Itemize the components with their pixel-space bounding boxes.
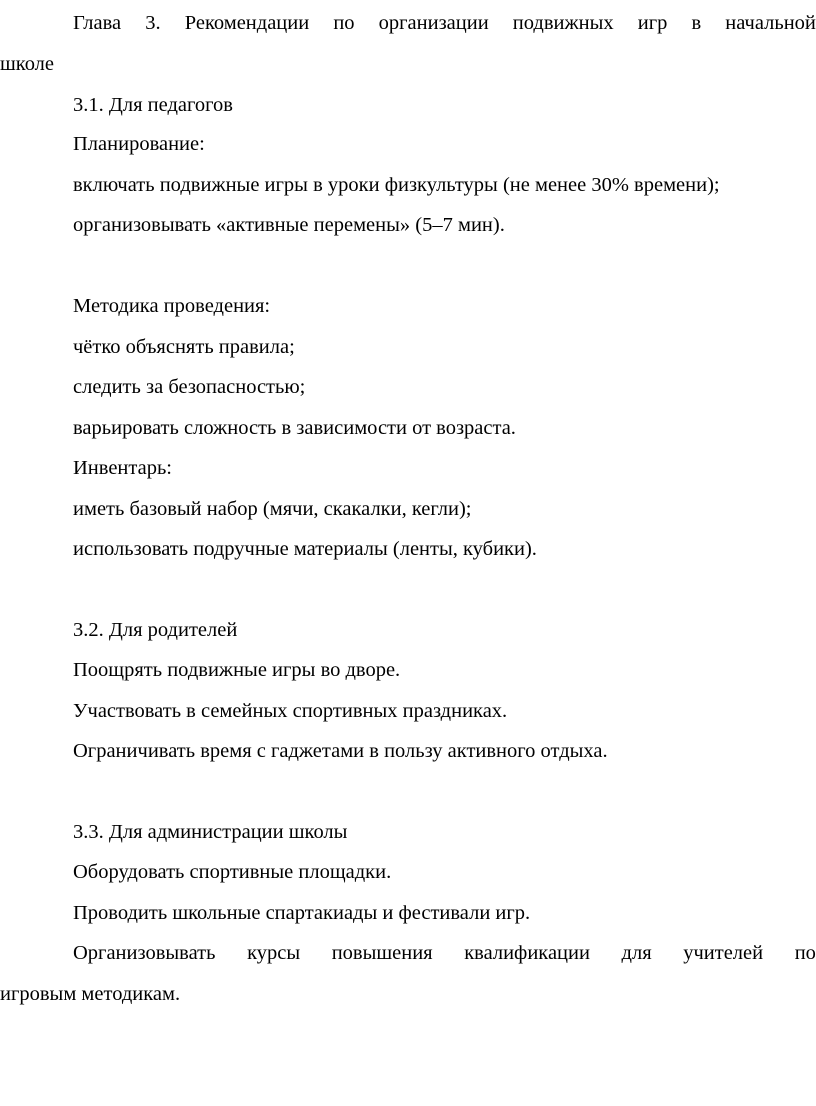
justified-word: для xyxy=(621,942,652,964)
administration-item-last xyxy=(73,933,816,974)
justified-word: подвижных xyxy=(512,12,614,34)
justified-word: организации xyxy=(378,12,489,34)
justified-word: по xyxy=(794,942,816,964)
justified-word: квалификации xyxy=(464,942,590,964)
planning-item: организовывать «активные перемены» (5–7 мин). xyxy=(73,214,505,236)
inventory-item: иметь базовый набор (мячи, скакалки, кегли); xyxy=(73,498,472,520)
parents-item: Ограничивать время с гаджетами в пользу активного отдыха. xyxy=(73,740,608,762)
justified-word: начальной xyxy=(725,12,816,34)
justified-word: Глава xyxy=(73,12,122,34)
justified-word: игр xyxy=(637,12,668,34)
justified-word: учителей xyxy=(683,942,764,964)
planning-item: включать подвижные игры в уроки физкультуры (не менее 30% времени); xyxy=(73,174,720,196)
parents-item: Участвовать в семейных спортивных праздниках. xyxy=(73,700,508,722)
justified-word: курсы xyxy=(247,942,301,964)
chapter-title xyxy=(73,3,816,44)
inventory-item: использовать подручные материалы (ленты, кубики). xyxy=(73,538,537,560)
planning-label: Планирование: xyxy=(73,133,205,155)
method-item: следить за безопасностью; xyxy=(73,376,306,398)
administration-item: Оборудовать спортивные площадки. xyxy=(73,861,392,883)
administration-item: Проводить школьные спартакиады и фестивали игр. xyxy=(73,902,531,924)
section-1-heading: 3.1. Для педагогов xyxy=(73,94,233,116)
inventory-label: Инвентарь: xyxy=(73,457,173,479)
justified-word: по xyxy=(333,12,355,34)
administration-item-last-continuation: игровым методикам. xyxy=(0,983,181,1005)
method-item: варьировать сложность в зависимости от возраста. xyxy=(73,417,516,439)
method-label: Методика проведения: xyxy=(73,295,271,317)
parents-item: Поощрять подвижные игры во дворе. xyxy=(73,659,401,681)
justified-word: Организовывать xyxy=(73,942,216,964)
justified-word: Рекомендации xyxy=(184,12,310,34)
section-2-heading: 3.2. Для родителей xyxy=(73,619,238,641)
justified-word: 3. xyxy=(145,12,161,34)
method-item: чётко объяснять правила; xyxy=(73,336,295,358)
justified-word: повышения xyxy=(331,942,433,964)
chapter-title-continuation: школе xyxy=(0,53,55,75)
justified-word: в xyxy=(691,12,702,34)
section-3-heading: 3.3. Для администрации школы xyxy=(73,821,348,843)
